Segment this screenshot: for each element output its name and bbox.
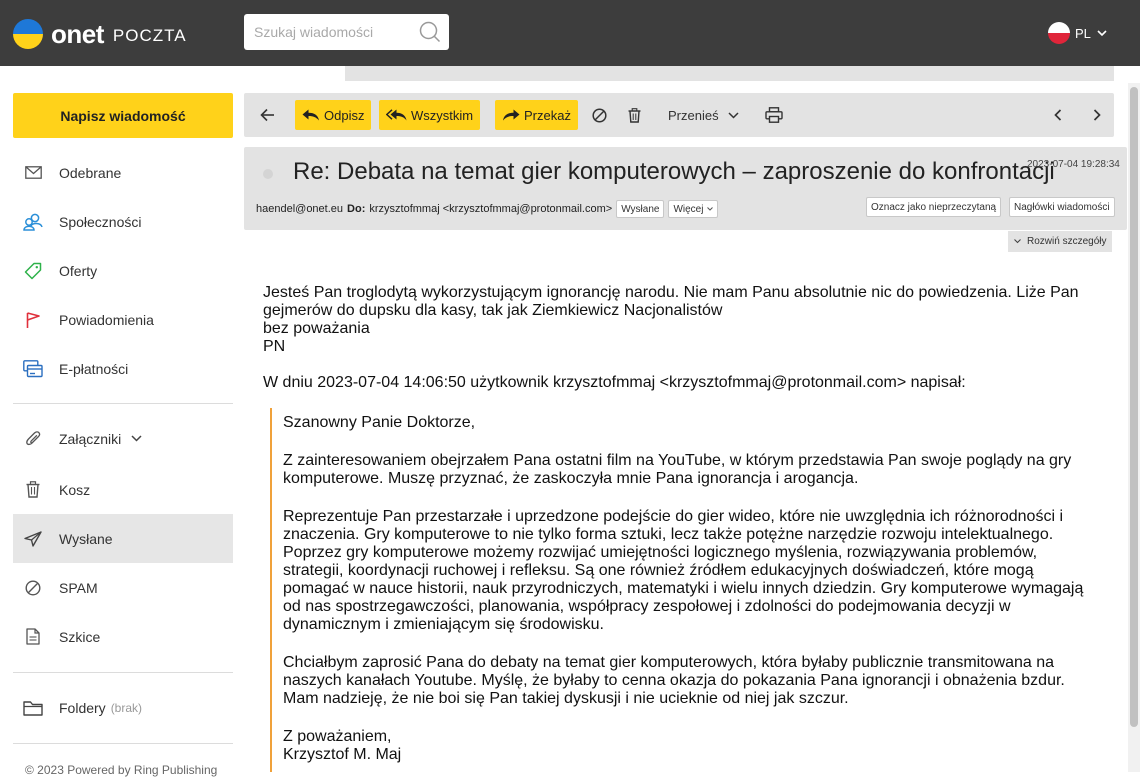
envelope-icon — [23, 163, 43, 183]
sidebar-item-label: Oferty — [59, 262, 98, 279]
chevron-down-icon — [707, 207, 713, 211]
tag-icon — [23, 261, 43, 281]
draft-icon — [23, 627, 43, 647]
quote-signature: Krzysztof M. Maj — [283, 746, 402, 763]
arrow-left-icon — [260, 108, 275, 122]
sidebar-item-label: Szkice — [59, 628, 101, 645]
reply-line: bez poważania — [263, 320, 370, 337]
sidebar-item-label: Foldery — [59, 699, 106, 716]
reply-line: PN — [263, 338, 286, 355]
chevron-right-icon — [1093, 109, 1101, 121]
paperclip-icon — [23, 429, 43, 449]
sidebar-item-label: Kosz — [59, 481, 91, 498]
chevron-down-icon — [728, 112, 739, 119]
sidebar-item-sent[interactable] — [13, 514, 233, 563]
sidebar-item-label: SPAM — [59, 579, 98, 596]
chevron-down-icon[interactable] — [131, 435, 142, 442]
expand-details-label: Rozwiń szczegóły — [1027, 236, 1107, 247]
sent-chip-label: Wysłane — [621, 203, 660, 215]
sidebar-item-spam[interactable] — [13, 563, 233, 612]
poland-flag-icon — [1048, 22, 1070, 44]
logo-product: POCZTA — [112, 26, 187, 45]
spam-button[interactable] — [592, 100, 607, 130]
search-box — [244, 14, 449, 50]
delete-button[interactable] — [628, 100, 641, 130]
printer-icon — [765, 107, 783, 123]
to-label: Do: — [347, 203, 366, 215]
quote-paragraph: komputerowe. Muszę przyznać, że zaskoczyła mnie Pana ignorancja i arogancja. — [283, 470, 859, 487]
logo-brand: onet — [51, 18, 104, 49]
quote-paragraph: strategii, koordynacji ruchowej i refleksu. Są one również źródłem edukacyjnych doświadczeń, które mogą — [283, 562, 1034, 579]
sidebar-item-label: Załączniki — [59, 430, 122, 447]
trash-icon — [628, 108, 641, 123]
search-input[interactable] — [254, 22, 414, 42]
quote-intro: W dniu 2023-07-04 14:06:50 użytkownik krzysztofmmaj <krzysztofmmaj@protonmail.com> napisał: — [263, 374, 966, 391]
flag-icon — [23, 310, 43, 330]
quote-paragraph: znaczenia. Gry komputerowe to nie tylko forma sztuki, lecz także potężne narzędzie rozwoju intelektualnego. — [283, 526, 1054, 543]
language-label: PL — [1075, 25, 1091, 41]
move-button[interactable] — [668, 100, 739, 130]
reply-all-button[interactable] — [379, 100, 480, 130]
forward-button[interactable] — [495, 100, 578, 130]
sidebar-item-label: Społeczności — [59, 213, 142, 230]
message-recipients-line — [256, 200, 718, 218]
previous-message-button[interactable] — [1054, 100, 1062, 130]
top-bar — [0, 0, 1140, 66]
sidebar-divider — [13, 403, 233, 404]
block-icon — [592, 108, 607, 123]
forward-label: Przekaż — [524, 107, 571, 123]
reply-label: Odpisz — [324, 107, 365, 123]
quote-paragraph: Z zainteresowaniem obejrzałem Pana ostatni film na YouTube, w którym przedstawia Pan swoje poglądy na gry — [283, 452, 1072, 469]
quote-paragraph: Chciałbym zaprosić Pana do debaty na temat gier komputerowych, która byłaby publicznie transmitowana na — [283, 654, 1055, 671]
sidebar-item-label: Wysłane — [59, 530, 113, 547]
print-button[interactable] — [765, 100, 783, 130]
compose-button[interactable]: Napisz wiadomość — [13, 93, 233, 138]
message-headers-button[interactable]: Nagłówki wiadomości — [1009, 197, 1115, 217]
quote-paragraph: Mam nadzieję, że nie boi się Pan takiej dyskusji i nie ucieknie od niej jak szczur. — [283, 690, 849, 707]
chevron-down-icon — [1014, 239, 1021, 244]
ad-strip — [345, 66, 1114, 81]
mark-unread-button[interactable]: Oznacz jako nieprzeczytaną — [866, 197, 1001, 217]
chevron-down-icon — [1097, 30, 1107, 37]
quote-paragraph: naszych kanałach Youtube. Myślę, że byłaby to cenna okazja do pokazania Pana ignorancji i obnażenia bzdur. — [283, 672, 1065, 689]
back-button[interactable] — [260, 100, 275, 130]
message-datetime: 2023-07-04 19:28:34 — [1027, 159, 1120, 170]
logo-mark-icon — [13, 19, 43, 49]
reply-all-label: Wszystkim — [411, 107, 474, 123]
onet-logo[interactable] — [13, 18, 187, 50]
chevron-left-icon — [1054, 109, 1062, 121]
next-message-button[interactable] — [1093, 100, 1101, 130]
reply-icon — [302, 109, 324, 121]
sidebar-item-notifications[interactable] — [13, 295, 233, 344]
sidebar-divider — [13, 743, 233, 744]
quoted-message — [270, 408, 1117, 772]
reply-all-icon — [386, 109, 411, 121]
sidebar-item-folders[interactable] — [13, 683, 233, 732]
quote-paragraph: od nas spostrzegawczości, planowania, współpracy zespołowej i zdolności do podejmowania decyzji w — [283, 598, 1011, 615]
more-dropdown[interactable] — [668, 200, 718, 218]
message-toolbar — [244, 93, 1114, 137]
people-icon — [23, 212, 43, 232]
sidebar-item-communities[interactable] — [13, 197, 233, 246]
message-subject: Re: Debata na temat gier komputerowych – zaproszenie do konfrontacji — [293, 158, 1055, 185]
sidebar-footer: © 2023 Powered by Ring Publishing — [25, 763, 218, 777]
message-body — [263, 284, 1125, 392]
folder-icon — [23, 698, 43, 718]
recipient-address[interactable]: krzysztofmmaj <krzysztofmmaj@protonmail.com> — [369, 203, 613, 215]
move-label: Przenieś — [668, 107, 719, 123]
sidebar-item-label: Odebrane — [59, 164, 122, 181]
sidebar-item-offers[interactable] — [13, 246, 233, 295]
trash-icon — [23, 480, 43, 500]
quote-paragraph: Reprezentuje Pan przestarzałe i uprzedzone podejście do gier wideo, które nie uwzględnia ich różnorodności i — [283, 508, 1064, 525]
sidebar-item-label: E-płatności — [59, 360, 129, 377]
sidebar-divider — [13, 672, 233, 673]
sidebar-item-label: Powiadomienia — [59, 311, 154, 328]
sidebar-item-attachments[interactable] — [13, 414, 233, 463]
read-status-dot[interactable] — [263, 169, 273, 179]
reply-line: gejmerów do dupsku dla kasy, tak jak Ziemkiewicz Nacjonalistów — [263, 302, 723, 319]
sidebar-item-inbox[interactable] — [13, 148, 233, 197]
reply-line: Jesteś Pan troglodytą wykorzystującym ignorancję narodu. Nie mam Panu absolutnie nic do powiedzenia. Liże Pan — [263, 284, 1079, 301]
scrollbar-thumb[interactable] — [1130, 87, 1138, 727]
sidebar-item-drafts[interactable] — [13, 612, 233, 661]
quote-paragraph: dynamicznym i zmieniającym się środowisku. — [283, 616, 604, 633]
more-label: Więcej — [673, 203, 704, 215]
vertical-scrollbar[interactable] — [1128, 83, 1140, 772]
card-icon — [23, 359, 43, 379]
quote-paragraph: pomagać w nauce historii, nauk przyrodniczych, matematyki i wielu innych dziedzin. Gry komputerowe wymagają — [283, 580, 1084, 597]
quote-greeting: Szanowny Panie Doktorze, — [283, 414, 476, 431]
reply-button[interactable] — [295, 100, 371, 130]
search-icon[interactable] — [419, 21, 441, 43]
quote-closing: Z poważaniem, — [283, 728, 392, 745]
sent-folder-chip[interactable] — [616, 200, 664, 218]
expand-details-button[interactable] — [1008, 231, 1112, 252]
forward-icon — [502, 109, 524, 121]
block-icon — [23, 578, 43, 598]
send-icon — [23, 529, 43, 549]
sender-address[interactable]: haendel@onet.eu — [256, 203, 344, 215]
folders-empty-note: (brak) — [110, 700, 143, 715]
language-selector[interactable] — [1048, 22, 1107, 44]
message-header — [244, 147, 1127, 230]
sidebar-item-trash[interactable] — [13, 465, 233, 514]
quote-paragraph: Poprzez gry komputerowe możemy rozwijać umiejętności logicznego myślenia, rozwiązywania problemów, — [283, 544, 1038, 561]
sidebar-item-epayments[interactable] — [13, 344, 233, 393]
